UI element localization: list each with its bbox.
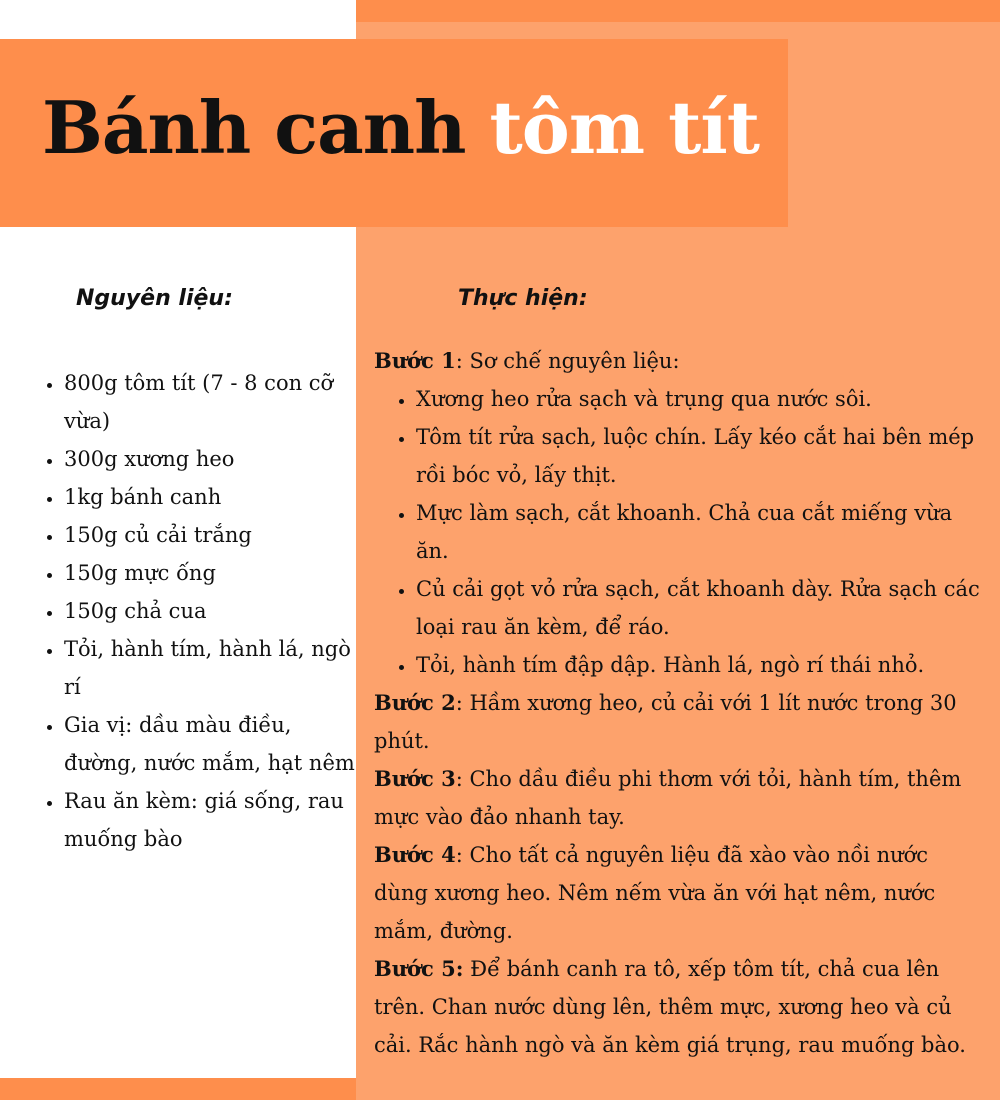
step-1-substeps	[374, 380, 986, 684]
ingredient-item: • Tỏi, hành tím, hành lá, ngò rí	[64, 630, 364, 706]
ingredient-item: • Rau ăn kèm: giá sống, rau muống bào	[64, 782, 364, 858]
ingredient-item: • 150g củ cải trắng	[64, 516, 364, 554]
step-1-text: : Sơ chế nguyên liệu:	[455, 349, 680, 373]
step-4-label: Bước 4	[374, 842, 456, 867]
step-3	[374, 760, 986, 836]
substep-item: • Tỏi, hành tím đập dập. Hành lá, ngò rí thái nhỏ.	[416, 646, 986, 684]
recipe-title-part1: Bánh canh	[42, 85, 466, 170]
substep-item: • Xương heo rửa sạch và trụng qua nước sôi.	[416, 380, 986, 418]
ingredient-item: • 300g xương heo	[64, 440, 364, 478]
steps-list	[374, 342, 986, 1064]
substep-item: • Củ cải gọt vỏ rửa sạch, cắt khoanh dày. Rửa sạch các loại rau ăn kèm, để ráo.	[416, 570, 986, 646]
top-accent-strip	[356, 0, 1000, 22]
ingredient-item: • 1kg bánh canh	[64, 478, 364, 516]
recipe-title-part2: tôm tít	[489, 85, 759, 170]
bottom-accent-strip	[0, 1078, 356, 1100]
substep-item: • Tôm tít rửa sạch, luộc chín. Lấy kéo cắt hai bên mép rồi bóc vỏ, lấy thịt.	[416, 418, 986, 494]
step-3-label: Bước 3	[374, 766, 456, 791]
substep-item: • Mực làm sạch, cắt khoanh. Chả cua cắt miếng vừa ăn.	[416, 494, 986, 570]
step-2-text: : Hầm xương heo, củ cải với 1 lít nước trong 30 phút.	[374, 691, 957, 753]
step-5	[374, 950, 986, 1064]
step-4	[374, 836, 986, 950]
recipe-title	[42, 78, 759, 178]
step-5-label: Bước 5:	[374, 956, 464, 981]
ingredients-heading: Nguyên liệu:	[76, 286, 233, 311]
step-5-text: Để bánh canh ra tô, xếp tôm tít, chả cua lên trên. Chan nước dùng lên, thêm mực, xương heo và củ cải. Rắc hành ngò và ăn kèm giá trụng, rau muống bào.	[374, 957, 966, 1057]
step-4-text: : Cho tất cả nguyên liệu đã xào vào nồi nước dùng xương heo. Nêm nếm vừa ăn với hạt nêm, nước mắm, đường.	[374, 843, 936, 943]
ingredient-item: • 150g mực ống	[64, 554, 364, 592]
step-1	[374, 342, 986, 380]
ingredient-item: • 150g chả cua	[64, 592, 364, 630]
ingredients-list	[30, 364, 364, 858]
ingredient-item: • Gia vị: dầu màu điều, đường, nước mắm, hạt nêm	[64, 706, 364, 782]
ingredient-item: • 800g tôm tít (7 - 8 con cỡ vừa)	[64, 364, 364, 440]
step-3-text: : Cho dầu điều phi thơm với tỏi, hành tím, thêm mực vào đảo nhanh tay.	[374, 767, 962, 829]
step-2-label: Bước 2	[374, 690, 456, 715]
steps-heading: Thực hiện:	[458, 286, 588, 311]
step-1-label: Bước 1	[374, 348, 456, 373]
step-2	[374, 684, 986, 760]
